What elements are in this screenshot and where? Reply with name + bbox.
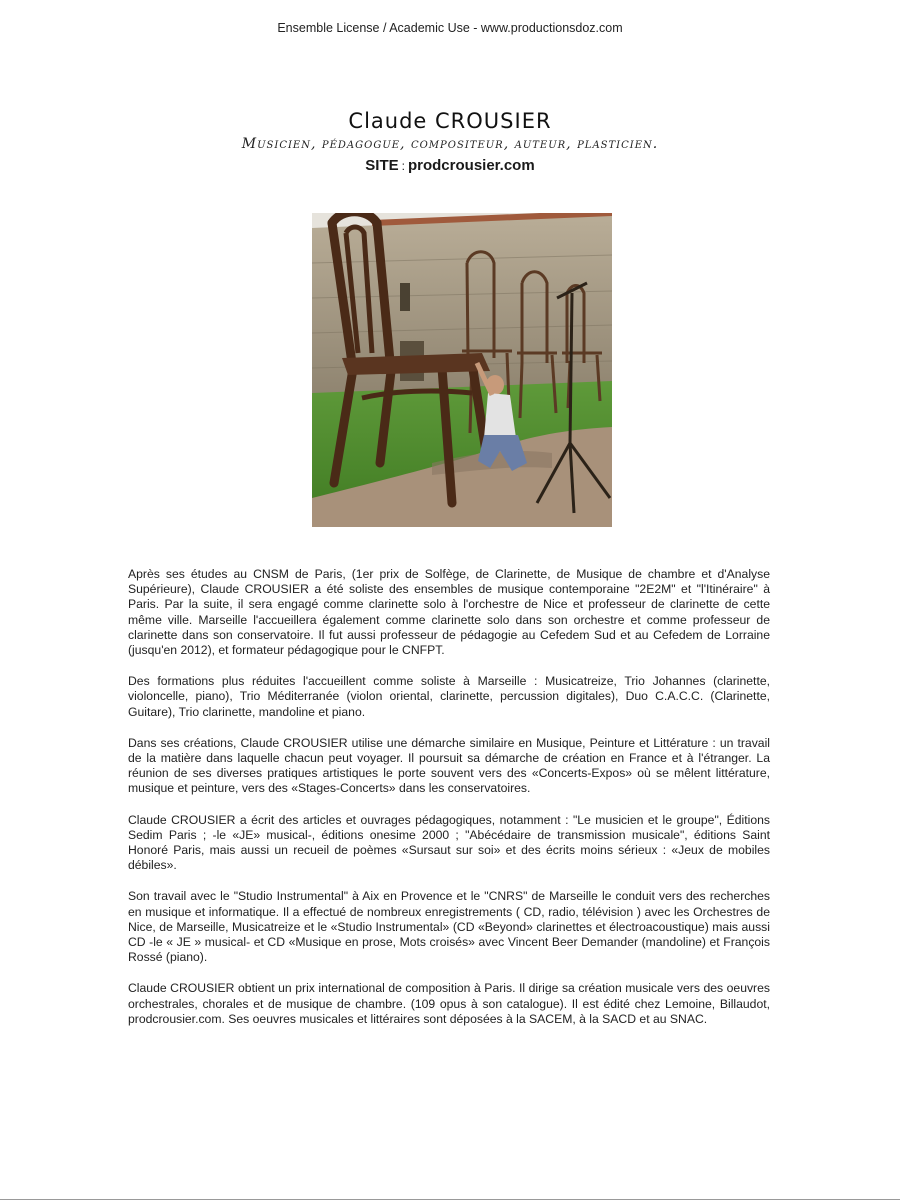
- header: [0, 108, 900, 176]
- photo-giant-chairs: [312, 213, 612, 527]
- author-name: Claude CROUSIER: [348, 109, 552, 133]
- paragraph: Dans ses créations, Claude CROUSIER utilise une démarche similaire en Musique, Peinture et Littérature : un travail de la matière dans laquelle chacun peut voyager. Il poursuit sa démarche de création en France et à l'étranger. La réunion de ses diverses pratiques artistiques le porte souvent vers des «Concerts-Expos» où se mêlent littérature, musique et peinture, vers des «Stages-Concerts» dans les conservatoires.: [128, 735, 770, 796]
- site-colon: :: [401, 159, 405, 173]
- site-label: SITE: [365, 157, 399, 174]
- site-url: prodcrousier.com: [407, 157, 535, 174]
- author-subtitle: Musicien, pédagogue, compositeur, auteur, plasticien.: [241, 136, 659, 152]
- paragraph: Son travail avec le "Studio Instrumental" à Aix en Provence et le "CNRS" de Marseille le conduit vers des recherches en musique et informatique. Il a effectué de nombreux enregistrements ( CD, radio, télévision ) avec les Orchestres de Nice, de Marseille, Musicatreize et le «Studio Instrumental» (CD «Beyond» clarinettes et électroacoustique) mais aussi CD -le « JE » musical- et CD «Musique en prose, Mots croisés» avec Vincent Beer Demander (mandoline) et François Rossé (piano).: [128, 889, 770, 965]
- site-line: [0, 156, 900, 176]
- paragraph: Claude CROUSIER obtient un prix international de composition à Paris. Il dirige sa création musicale vers des oeuvres orchestrales, chorales et de musique de chambre. (109 opus à son catalogue). Il est édité chez Lemoine, Billaudot, prodcrousier.com. Ses oeuvres musicales et littéraires sont déposées à la SACEM, à la SACD et au SNAC.: [128, 981, 770, 1026]
- biography-text: [128, 567, 770, 1043]
- paragraph: Après ses études au CNSM de Paris, (1er prix de Solfège, de Clarinette, de Musique de chambre et d'Analyse Supérieure), Claude CROUSIER a été soliste des ensembles de musique contemporaine "2E2M" et "l'Itinéraire" à Paris. Par la suite, il sera engagé comme clarinette solo à l'orchestre de Nice et professeur de clarinette de cette même ville. Marseille l'accueillera également comme clarinette solo dans son orchestre et comme professeur de clarinette dans son conservatoire. Il fut aussi professeur de pédagogie au Cefedem Sud et au Cefedem de Lorraine (jusqu'en 2012), et formateur pédagogique pour le CNFPT.: [128, 567, 770, 658]
- paragraph: Claude CROUSIER a écrit des articles et ouvrages pédagogiques, notamment : "Le musicien et le groupe", Éditions Sedim Paris ; -le «JE» musical-, éditions onesime 2000 ; "Abécédaire de transmission musicale", éditions Saint Honoré Paris, mais aussi un recueil de poèmes «Sursaut sur soi» et des écrits moins sérieux : «Jeux de mobiles débiles».: [128, 812, 770, 873]
- license-line: Ensemble License / Academic Use - www.productionsdoz.com: [277, 21, 623, 35]
- paragraph: Des formations plus réduites l'accueillent comme soliste à Marseille : Musicatreize, Trio Johannes (clarinette, violoncelle, piano), Trio Méditerranée (violon oriental, clarinette, percussion digitales), Duo C.A.C.C. (Clarinette, Guitare), Trio clarinette, mandoline et piano.: [128, 674, 770, 719]
